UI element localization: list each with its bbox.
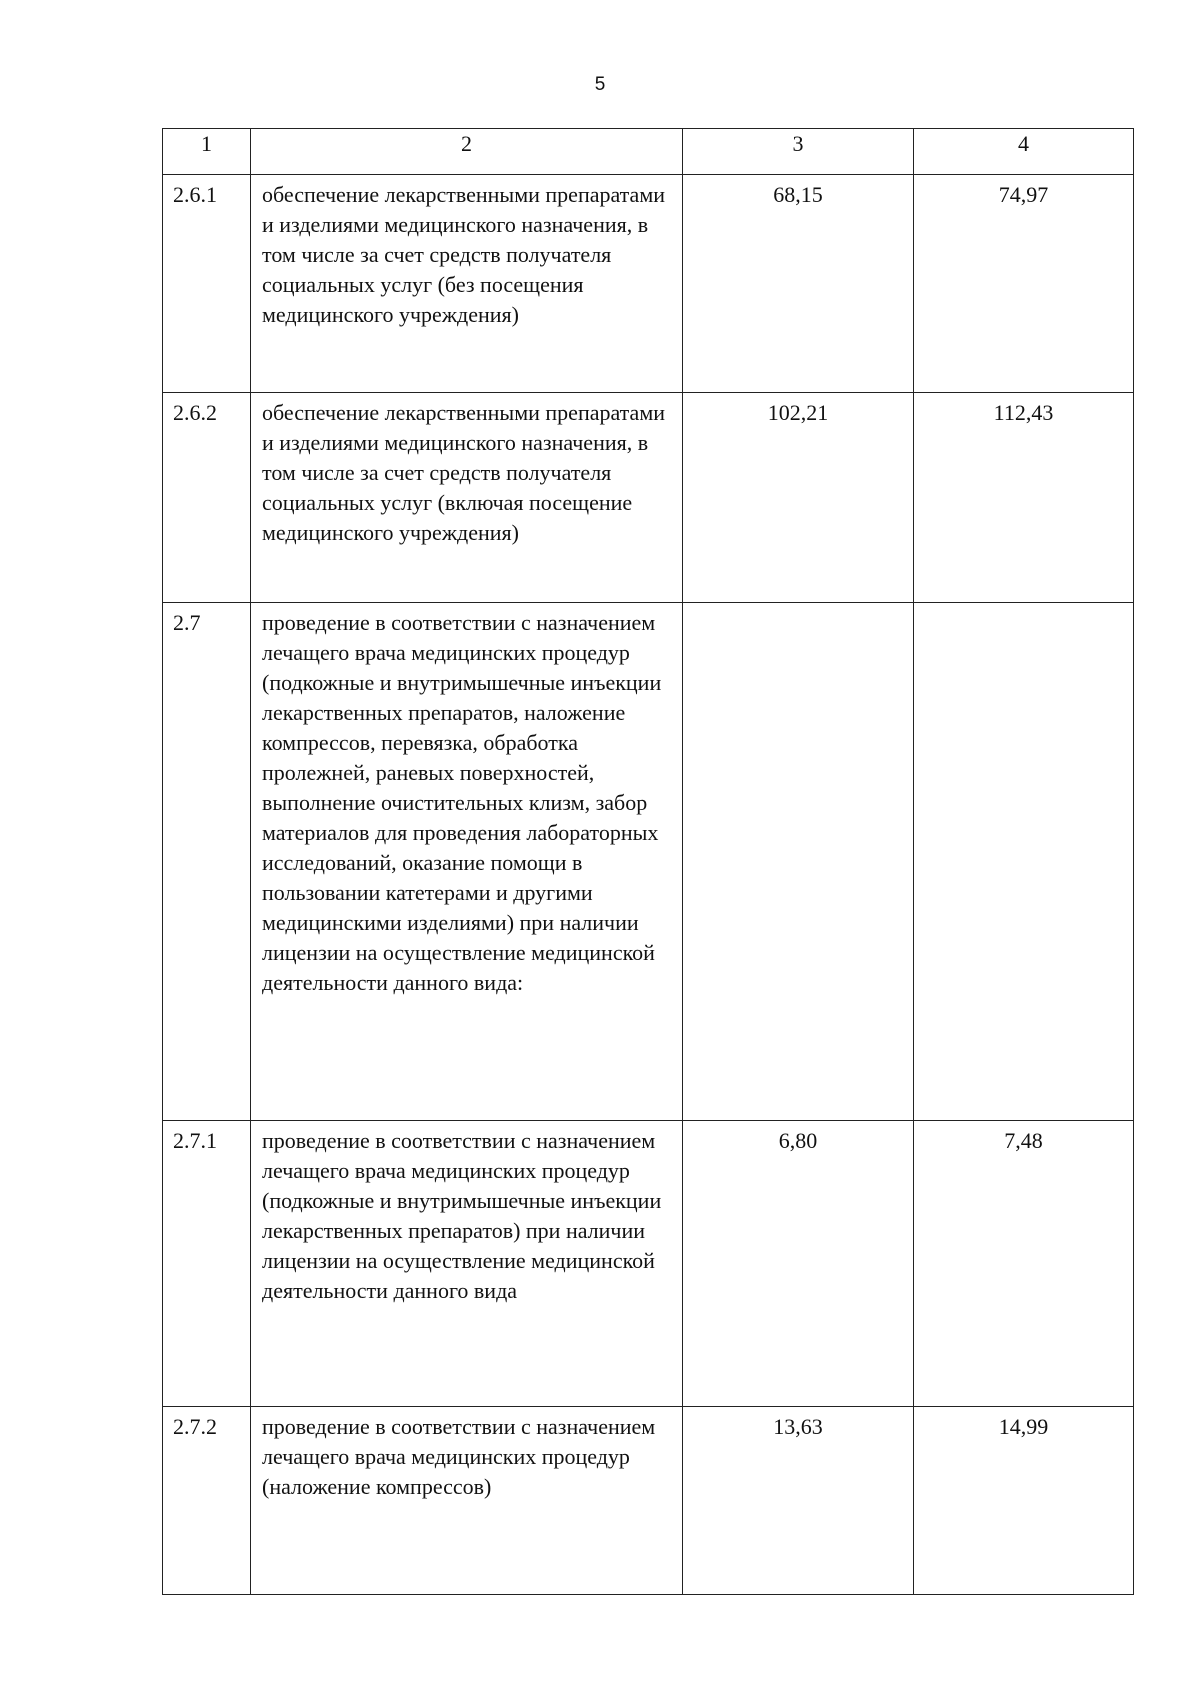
row-description: проведение в соответствии с назначением лечащего врача медицинских процедур (подкожные и внутримышечные инъекции лекарственных препаратов, наложение компрессов, перевязка, обработка пролежней, раневых поверхностей, выполнение очистительных клизм, забор материалов для проведения лабораторных исследований, оказание помощи в пользовании катетерами и другими медицинскими изделиями) при наличии лицензии на осуществление медицинской деятельности данного вида:: [251, 603, 683, 1121]
row-value-col4: 14,99: [914, 1407, 1134, 1595]
row-description: обеспечение лекарственными препаратами и изделиями медицинского назначения, в том числе за счет средств получателя социальных услуг (включая посещение медицинского учреждения): [251, 393, 683, 603]
row-code: 2.7.1: [163, 1121, 251, 1407]
row-description: проведение в соответствии с назначением лечащего врача медицинских процедур (наложение компрессов): [251, 1407, 683, 1595]
row-value-col3: 6,80: [683, 1121, 914, 1407]
row-code: 2.6.1: [163, 175, 251, 393]
table-row: [163, 175, 1134, 393]
header-cell-3: 3: [683, 129, 914, 175]
row-value-col3: 13,63: [683, 1407, 914, 1595]
row-value-col4: 112,43: [914, 393, 1134, 603]
table-header-row: [163, 129, 1134, 175]
page-number: 5: [594, 74, 606, 95]
table-row: [163, 603, 1134, 1121]
header-cell-1: 1: [163, 129, 251, 175]
row-value-col4: [914, 603, 1134, 1121]
row-code: 2.7: [163, 603, 251, 1121]
row-value-col3: 68,15: [683, 175, 914, 393]
table-row: [163, 1121, 1134, 1407]
row-code: 2.7.2: [163, 1407, 251, 1595]
table-row: [163, 1407, 1134, 1595]
row-description: обеспечение лекарственными препаратами и изделиями медицинского назначения, в том числе за счет средств получателя социальных услуг (без посещения медицинского учреждения): [251, 175, 683, 393]
row-value-col4: 74,97: [914, 175, 1134, 393]
table-row: [163, 393, 1134, 603]
services-tariff-table: [162, 128, 1134, 1595]
row-value-col4: 7,48: [914, 1121, 1134, 1407]
row-description: проведение в соответствии с назначением лечащего врача медицинских процедур (подкожные и внутримышечные инъекции лекарственных препаратов) при наличии лицензии на осуществление медицинской деятельности данного вида: [251, 1121, 683, 1407]
header-cell-4: 4: [914, 129, 1134, 175]
row-code: 2.6.2: [163, 393, 251, 603]
header-cell-2: 2: [251, 129, 683, 175]
row-value-col3: 102,21: [683, 393, 914, 603]
row-value-col3: [683, 603, 914, 1121]
